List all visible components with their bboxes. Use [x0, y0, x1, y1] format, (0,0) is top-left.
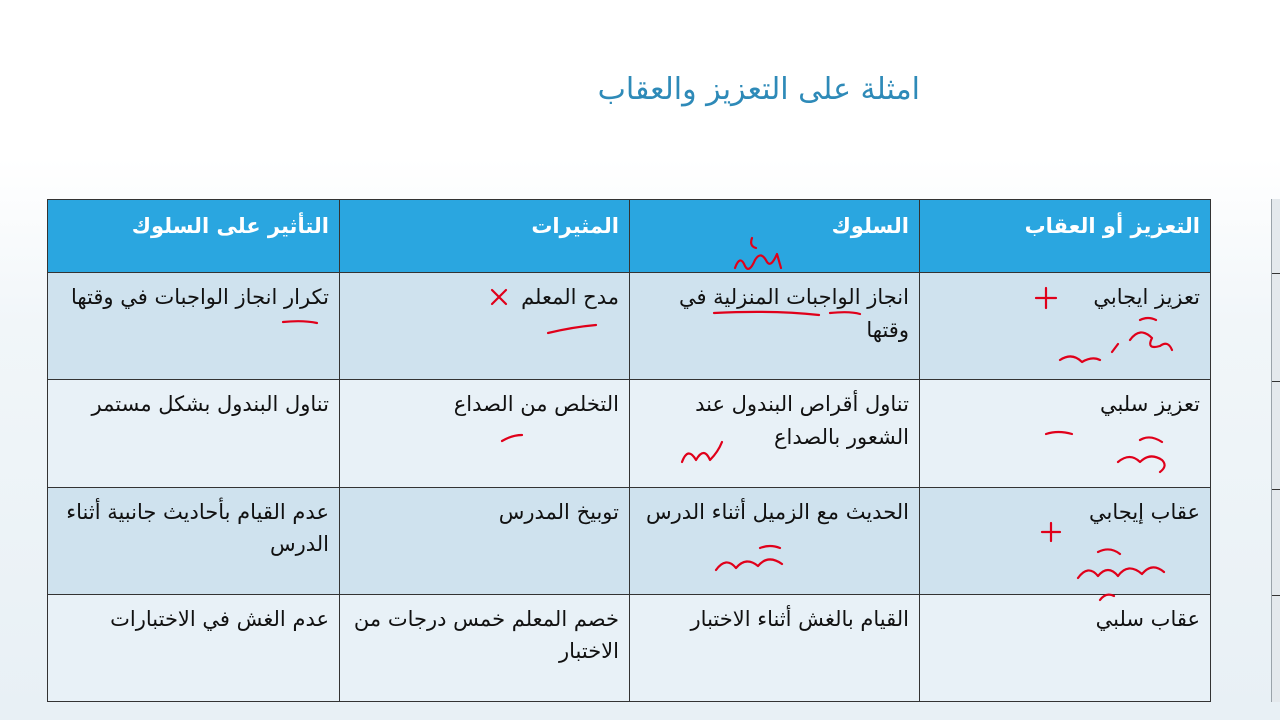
table-row [48, 594, 1211, 701]
slide-edge-strip [1271, 199, 1280, 702]
cell-effect: تناول البندول بشكل مستمر [48, 380, 340, 487]
cell-type: تعزيز ايجابي [920, 273, 1211, 380]
cell-stimuli: توبيخ المدرس [340, 487, 630, 594]
header-stimuli: المثيرات [340, 200, 630, 273]
table-header-row [48, 200, 1211, 273]
cell-behavior: القيام بالغش أثناء الاختبار [630, 594, 920, 701]
edge-line [1272, 489, 1280, 490]
cell-behavior: انجاز الواجبات المنزلية في وقتها [630, 273, 920, 380]
cell-effect: عدم الغش في الاختبارات [48, 594, 340, 701]
reinforcement-table [47, 199, 1211, 702]
table-row [48, 487, 1211, 594]
slide-title: امثلة على التعزيز والعقاب [597, 72, 920, 107]
edge-line [1272, 273, 1280, 274]
table-row [48, 380, 1211, 487]
cell-type: عقاب إيجابي [920, 487, 1211, 594]
cell-type: عقاب سلبي [920, 594, 1211, 701]
cell-stimuli: خصم المعلم خمس درجات من الاختبار [340, 594, 630, 701]
cell-stimuli: التخلص من الصداع [340, 380, 630, 487]
reinforcement-table-container [47, 199, 1210, 702]
edge-line [1272, 595, 1280, 596]
header-effect: التأثير على السلوك [48, 200, 340, 273]
table-row [48, 273, 1211, 380]
header-behavior: السلوك [630, 200, 920, 273]
cell-effect: عدم القيام بأحاديث جانبية أثناء الدرس [48, 487, 340, 594]
cell-stimuli: مدح المعلم [340, 273, 630, 380]
cell-type: تعزيز سلبي [920, 380, 1211, 487]
cell-behavior: تناول أقراص البندول عند الشعور بالصداع [630, 380, 920, 487]
header-type: التعزيز أو العقاب [920, 200, 1211, 273]
edge-line [1272, 381, 1280, 382]
cell-effect: تكرار انجاز الواجبات في وقتها [48, 273, 340, 380]
cell-behavior: الحديث مع الزميل أثناء الدرس [630, 487, 920, 594]
